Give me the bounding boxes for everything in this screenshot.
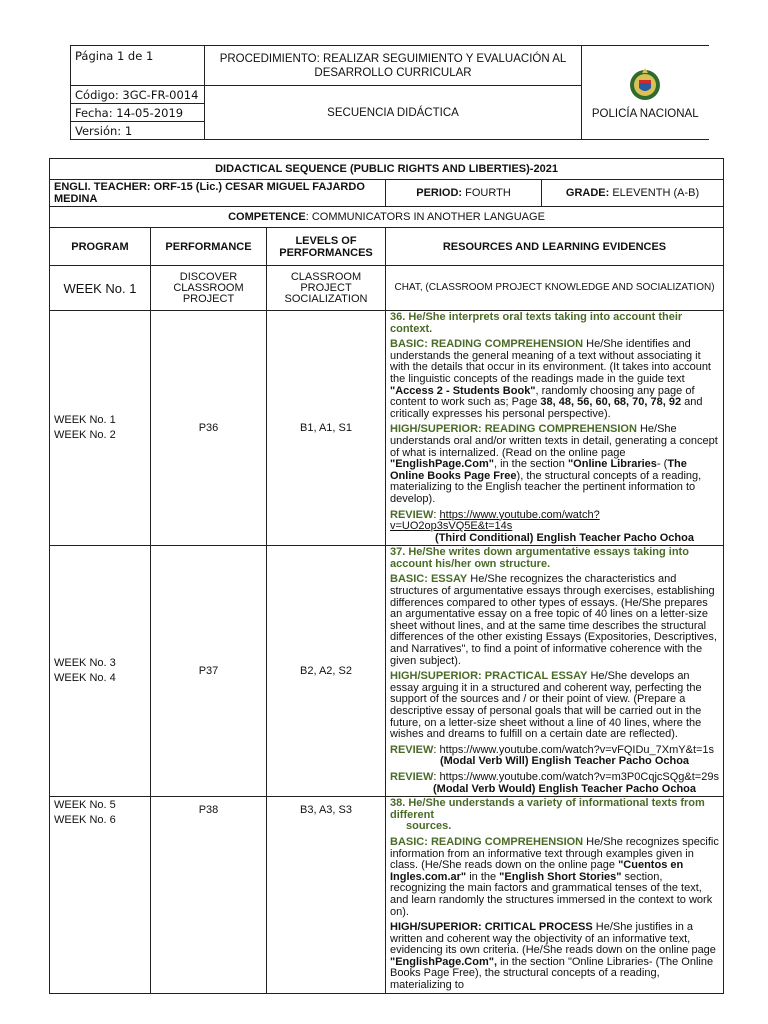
table-row (50, 311, 724, 546)
basic-site: "Cuentos en Ingles.com.ar" (390, 859, 684, 883)
high-label: HIGH/SUPERIOR: CRITICAL PROCESS (390, 921, 593, 934)
basic-pages: 38, 48, 56, 60, 68, 70, 78, 92 (540, 396, 682, 409)
table-title: DIDACTICAL SEQUENCE (PUBLIC RIGHTS AND LIBERTIES)-2021 (50, 159, 724, 180)
police-crest-icon (628, 66, 662, 104)
week-label: WEEK No. 6 (54, 814, 116, 827)
high-label: HIGH/SUPERIOR: PRACTICAL ESSAY (390, 670, 588, 683)
week-label: WEEK No. 2 (54, 429, 116, 442)
period-value: FOURTH (462, 187, 511, 199)
review-label: REVIEW (390, 508, 434, 521)
basic-book: "Access 2 - Students Book" (390, 384, 536, 397)
review-link[interactable]: https://www.youtube.com/watch?v=UO2op3sVQ5E&t=14s (390, 508, 600, 533)
performance-cell: DISCOVER CLASSROOM PROJECT (151, 266, 267, 311)
high-site: "EnglishPage.Com", (390, 955, 498, 968)
didactic-sequence-table (49, 158, 724, 994)
org-block (582, 46, 709, 140)
week-label: WEEK No. 1 (54, 414, 116, 427)
basic-text: and critically expresses his personal perspective). (390, 396, 703, 420)
table-row (50, 797, 724, 994)
competence-label: COMPETENCE (228, 211, 306, 223)
performance-cell: P38 (151, 797, 267, 994)
competence-value: : COMMUNICATORS IN ANOTHER LANGUAGE (305, 211, 545, 223)
evidence-heading: 36. He/She interprets oral texts taking into account their context. (390, 311, 683, 335)
resources-cell: CHAT, (CLASSROOM PROJECT KNOWLEDGE AND SOCIALIZATION) (386, 266, 724, 311)
high-site: "EnglishPage.Com" (390, 458, 494, 471)
levels-cell: B1, A1, S1 (267, 311, 386, 546)
column-header-resources: RESOURCES AND LEARNING EVIDENCES (386, 228, 724, 266)
basic-text: in the (466, 870, 500, 883)
table-row (50, 266, 724, 311)
levels-cell: CLASSROOM PROJECT SOCIALIZATION (267, 266, 386, 311)
period-cell (386, 180, 542, 207)
document-version: Versión: 1 (71, 122, 205, 140)
basic-text: He/She recognizes specific information from an informative text through examples given in class. (He/She reads down on the online page (390, 835, 719, 872)
week-cell: WEEK No. 1 (50, 266, 151, 311)
basic-section: "English Short Stories" (499, 870, 622, 883)
column-header-levels: LEVELS OF PERFORMANCES (267, 228, 386, 266)
period-label: PERIOD: (416, 187, 463, 199)
document-code: Código: 3GC-FR-0014 (71, 86, 205, 104)
sequence-title: SECUENCIA DIDÁCTICA (205, 86, 582, 140)
grade-label: GRADE: (565, 187, 610, 199)
performance-cell: P37 (151, 546, 267, 797)
week-label: WEEK No. 3 (54, 657, 116, 670)
review-link[interactable]: https://www.youtube.com/watch?v=m3P0CqjcSQg&t=29s (439, 770, 719, 783)
grade-value: ELEVENTH (A-B) (609, 187, 700, 199)
levels-cell: B3, A3, S3 (267, 797, 386, 994)
high-label: HIGH/SUPERIOR: READING COMPREHENSION (390, 423, 637, 436)
column-header-performance: PERFORMANCE (151, 228, 267, 266)
levels-cell: B2, A2, S2 (267, 546, 386, 797)
evidence-heading-cont: sources. (406, 820, 452, 833)
grade-cell (542, 180, 724, 207)
high-text: He/She understands oral and/or written texts in detail, generating a concept of what is internalized. (Read on the online page (390, 423, 718, 459)
column-header-program: PROGRAM (50, 228, 151, 266)
week-cell (50, 311, 151, 546)
basic-text: He/She recognizes the characteristics and structures of argumentative essays through exercises, establishing differences compared to other types of essays. (He/She prepares an argumentative essay on a free topic of 40 lines on a letter-size sheet without lines, and at the same time describes the structural differences of the other existing Essays (Expositories, Descriptives, and Narratives", to find a point of informative coherence with the given subject). (390, 573, 717, 667)
high-section: "Online Libraries (567, 458, 657, 471)
resources-cell: 37. He/She writes down argumentative essays taking into account his/her own structure. BASIC: ESSAY He/She recognizes the characteristics and structures of argumentative essays through exercises, establishing differences compared to other types of essays. (He/She prepares an argumentative essay on a free topic of 40 lines on a letter-size sheet without lines, and at the same time describes the structural differences of the other existing Essays (Expositories, Descriptives, and Narratives", to find a point of informative coherence with the given subject). HIGH/SUPERIOR: PRACTICAL ESSAY He/She develops an essay arguing it in a structured and coherent way, perfecting the support of the sources and / or their point of view. (Prepare a descriptive essay of personal goals that will be carried out in the future, on a letter-size sheet without a line of 40 lines, where the wishes and dreams to fulfill on a certain date are reflected). REVIEW: https://www.youtube.com/watch?v=vFQIDu_7XmY&t=1s (Modal Verb Will) English Teacher Pacho Ochoa REVIEW: https://www.youtube.com/watch?v=m3P0CqjcSQg&t=29s (Modal Verb Would) English Teacher Pacho Ochoa (386, 546, 724, 797)
table-row (50, 546, 724, 797)
basic-text: , randomly choosing any page of content to work such as; Page (390, 384, 695, 409)
basic-label: BASIC: ESSAY (390, 573, 468, 586)
high-text: ), the structural concepts of a reading, materializing to the English teacher the pertinent information to develop). (390, 469, 702, 505)
competence-cell (50, 207, 724, 228)
high-text: , in the section (493, 458, 568, 471)
week-cell (50, 546, 151, 797)
org-name: POLICÍA NACIONAL (591, 107, 699, 120)
performance-cell: P36 (151, 311, 267, 546)
week-cell (50, 797, 151, 994)
document-date: Fecha: 14-05-2019 (71, 104, 205, 122)
high-text: He/She develops an essay arguing it in a structured and coherent way, perfecting the support of the sources and / or their point of view. (Prepare a descriptive essay of personal goals that will be carried out in the future, on a letter-size sheet without a line of 40 lines, where the wishes and dreams to fulfill on a certain date are reflected). (390, 670, 702, 741)
review-title: (Modal Verb Will) English Teacher Pacho Ochoa (439, 755, 690, 768)
high-text: in the section "Online Libraries- (The Online Books Page Free), the structural concepts of a reading, materializing to (390, 955, 714, 992)
basic-label: BASIC: READING COMPREHENSION (390, 338, 584, 351)
review-title: (Third Conditional) English Teacher Pacho Ochoa (435, 531, 694, 544)
resources-cell: 36. He/She interprets oral texts taking into account their context. BASIC: READING COMPREHENSION He/She identifies and understands the general meaning of a text without associating it with the details that occur in its environment. (It takes into account the linguistic concepts of the readings made in the guide text "Access 2 - Students Book", randomly choosing any page of content to work such as; Page 38, 48, 56, 60, 68, 70, 78, 92 and critically expresses his personal perspective). HIGH/SUPERIOR: READING COMPREHENSION He/She understands oral and/or written texts in detail, generating a concept of what is internalized. (Read on the online page "EnglishPage.Com", in the section "Online Libraries- (The Online Books Page Free), the structural concepts of a reading, materializing to the English teacher the pertinent information to develop). REVIEW: https://www.youtube.com/watch?v=UO2op3sVQ5E&t=14s (Third Conditional) English Teacher Pacho Ochoa (386, 311, 724, 546)
document-header (70, 45, 709, 140)
review-title: (Modal Verb Would) English Teacher Pacho Ochoa (433, 782, 697, 795)
review-link[interactable]: https://www.youtube.com/watch?v=vFQIDu_7XmY&t=1s (439, 743, 715, 756)
basic-text: section, recognizing the main factors and grammatical tenses of the text, and learn randomly the structures immersed in the context to work on). (390, 870, 713, 918)
high-text: He/She justifies in a written and coherent way the objectivity of an informative text, evidencing its own criteria. (He/She reads down on the online page (390, 921, 716, 957)
procedure-title: PROCEDIMIENTO: REALIZAR SEGUIMIENTO Y EVALUACIÓN AL DESARROLLO CURRICULAR (205, 46, 582, 86)
teacher-cell: ENGLI. TEACHER: ORF-15 (Lic.) CESAR MIGUEL FAJARDO MEDINA (50, 180, 386, 207)
resources-cell (386, 797, 724, 994)
evidence-heading: 37. He/She writes down argumentative essays taking into account his/her own structure. (390, 546, 689, 570)
high-section: The Online Books Page Free (390, 458, 687, 482)
high-text: - ( (656, 458, 668, 471)
week-label: WEEK No. 4 (54, 672, 116, 685)
basic-label: BASIC: READING COMPREHENSION (390, 835, 584, 848)
evidence-heading: 38. He/She understands a variety of informational texts from different (390, 797, 705, 821)
week-label: WEEK No. 5 (54, 799, 116, 812)
review-label: REVIEW (390, 743, 434, 756)
page-number: Página 1 de 1 (71, 46, 205, 86)
review-label: REVIEW (390, 770, 434, 783)
basic-text: He/She identifies and understands the general meaning of a text without associating it with the details that occur in its environment. (It takes into account the linguistic concepts of the readings made in the guide text (390, 338, 711, 385)
